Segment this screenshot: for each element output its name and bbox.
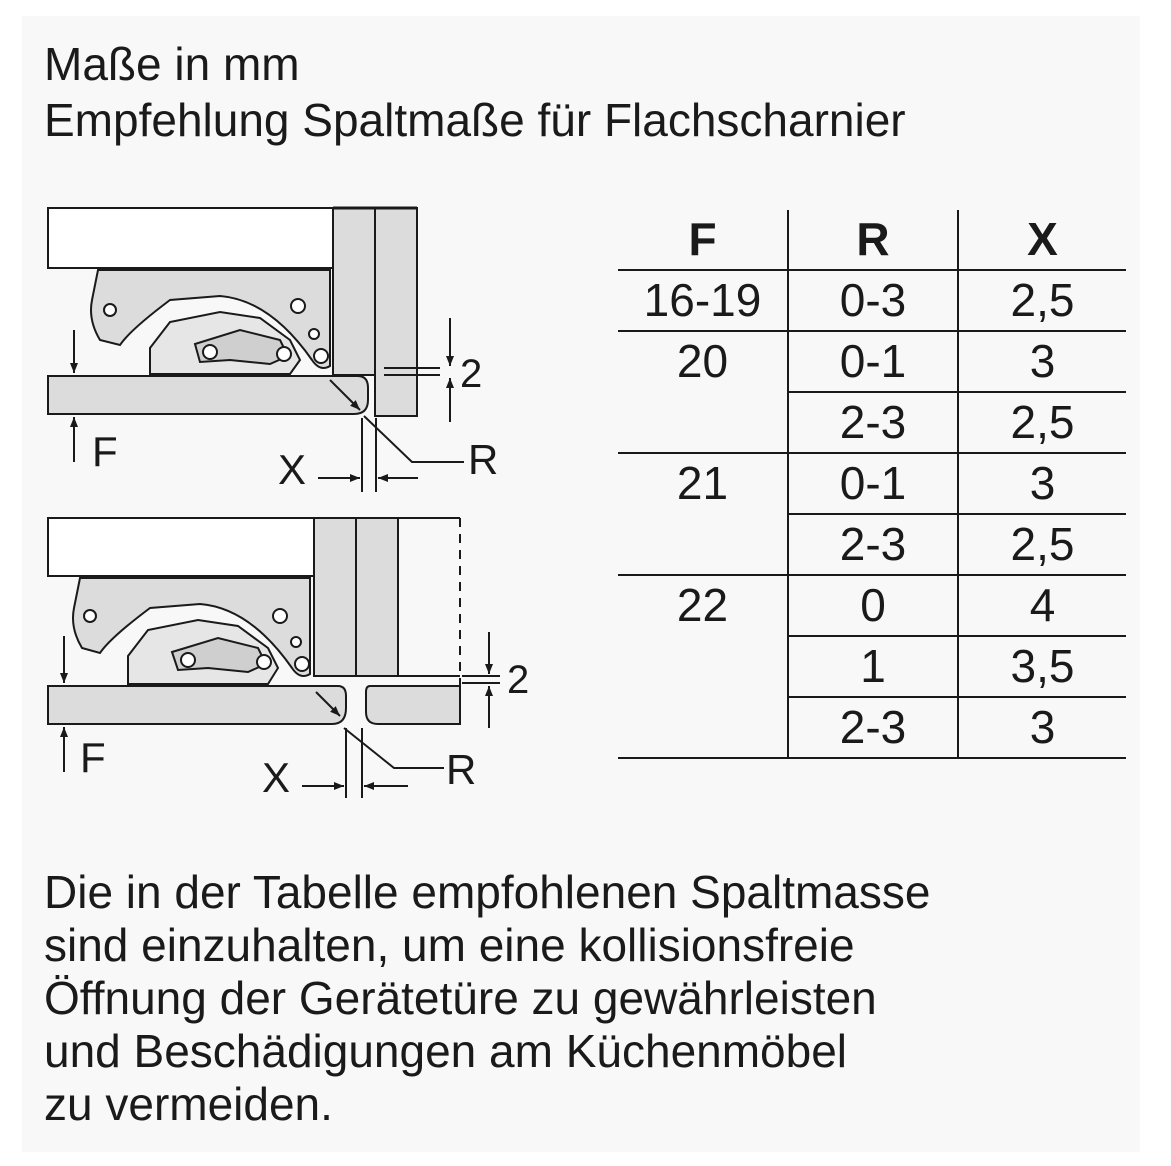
r-label-top: R — [468, 436, 499, 483]
cell-x: 3 — [958, 453, 1126, 514]
table-row — [618, 270, 1126, 331]
cell-r: 2-3 — [788, 514, 958, 575]
cell-f: 20 — [618, 331, 788, 453]
instruction-text — [44, 866, 1124, 1131]
cabinet-top-board — [48, 208, 333, 268]
gap-label-top: 2 — [460, 352, 483, 396]
adjacent-door — [366, 686, 460, 724]
cell-r: 0-1 — [788, 453, 958, 514]
title-units: Maße in mm — [44, 38, 300, 90]
cell-x: 3,5 — [958, 636, 1126, 697]
cell-r: 1 — [788, 636, 958, 697]
cell-r: 0-1 — [788, 331, 958, 392]
title-recommendation: Empfehlung Spaltmaße für Flachscharnier — [44, 94, 906, 146]
table-row — [618, 575, 1126, 636]
door-panel — [48, 376, 368, 414]
cell-x: 3 — [958, 331, 1126, 392]
adjacent-panel — [375, 208, 417, 416]
f-label-top: F — [92, 428, 118, 475]
cell-f: 21 — [618, 453, 788, 575]
cell-f: 22 — [618, 575, 788, 758]
cell-f: 16-19 — [618, 270, 788, 331]
x-label-bottom: X — [262, 754, 291, 801]
adjacent-panel — [356, 518, 398, 676]
cell-r: 0 — [788, 575, 958, 636]
cell-x: 2,5 — [958, 514, 1126, 575]
cabinet-side-panel — [333, 208, 375, 375]
r-leader — [344, 728, 444, 768]
cabinet-side-panel — [314, 518, 356, 676]
cell-x: 4 — [958, 575, 1126, 636]
x-label-top: X — [278, 446, 307, 493]
cell-r: 2-3 — [788, 392, 958, 453]
instruction-line: zu vermeiden. — [44, 1078, 333, 1130]
instruction-line: Öffnung der Gerätetüre zu gewährleisten — [44, 972, 877, 1024]
instruction-line: Die in der Tabelle empfohlenen Spaltmasse — [44, 866, 931, 918]
gap-label-bottom: 2 — [507, 658, 530, 702]
table-row — [618, 453, 1126, 514]
table-row — [618, 331, 1126, 392]
instruction-line: sind einzuhalten, um eine kollisionsfreie — [44, 919, 855, 971]
table-header-row — [618, 210, 1126, 270]
instruction-line: und Beschädigungen am Küchenmöbel — [44, 1025, 848, 1077]
gap-spec-table — [618, 210, 1126, 759]
r-label-bottom: R — [446, 746, 477, 793]
cell-r: 2-3 — [788, 697, 958, 758]
door-panel — [48, 686, 346, 724]
cell-x: 3 — [958, 697, 1126, 758]
header-r: R — [788, 210, 958, 270]
r-leader — [364, 416, 464, 462]
header-f: F — [618, 210, 788, 270]
cell-x: 2,5 — [958, 392, 1126, 453]
cell-x: 2,5 — [958, 270, 1126, 331]
cell-r: 0-3 — [788, 270, 958, 331]
f-label-bottom: F — [80, 734, 106, 781]
cabinet-top-board — [48, 518, 314, 576]
header-x: X — [958, 210, 1126, 270]
